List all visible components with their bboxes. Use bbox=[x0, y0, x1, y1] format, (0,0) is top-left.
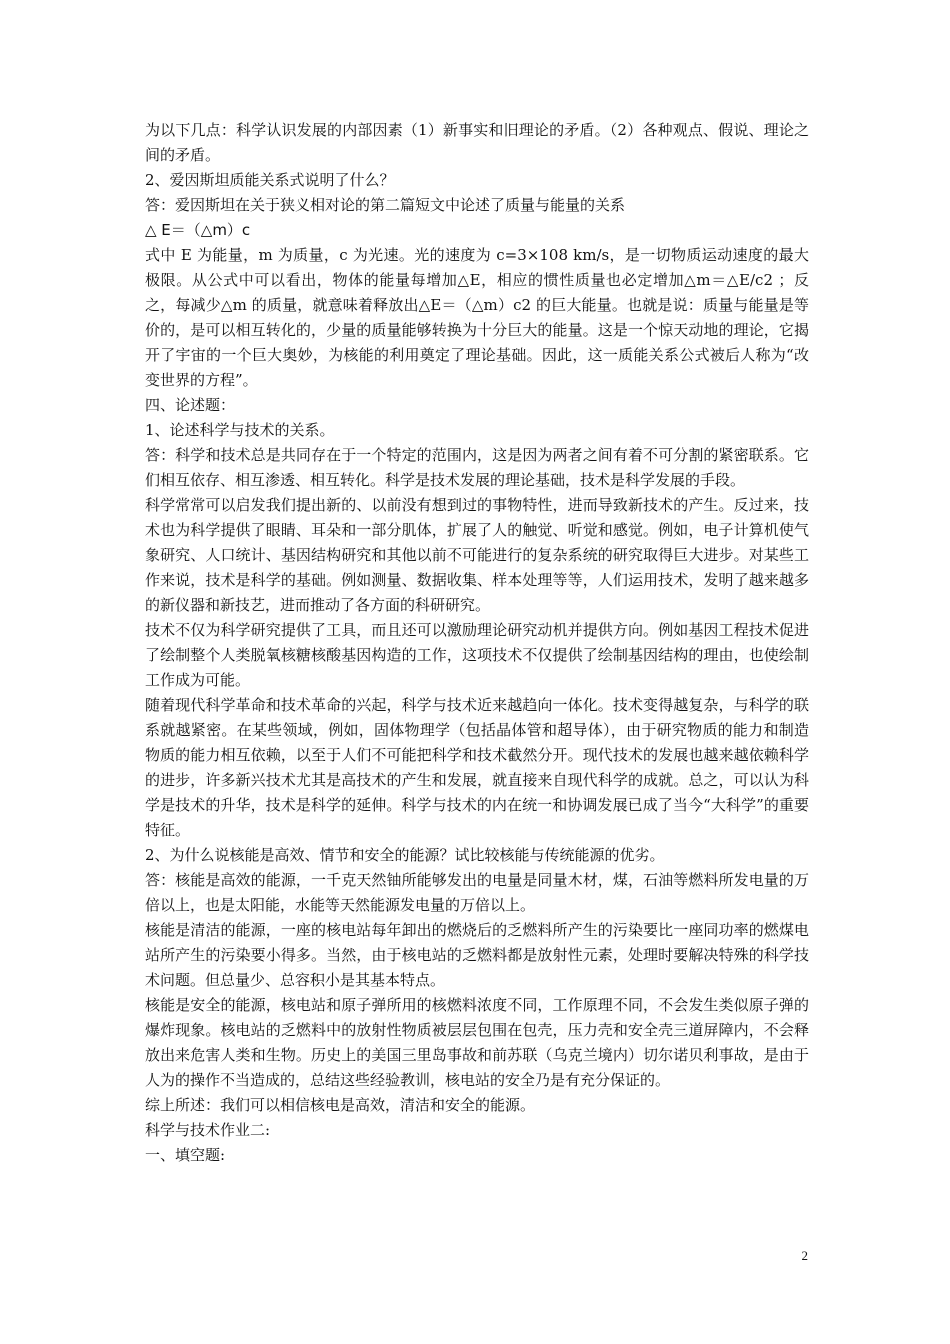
answer-nuclear-efficient: 答：核能是高效的能源，一千克天然铀所能够发出的电量是同量木材，煤，石油等燃料所发电量的万倍以上，也是太阳能，水能等天然能源发电量的万倍以上。 bbox=[145, 871, 809, 914]
paragraph-integration: 随着现代科学革命和技术革命的兴起，科学与技术近来越趋向一体化。技术变得越复杂，与科学的联系就越紧密。在某些领域，例如，固体物理学（包括晶体管和超导体），由于研究物质的能力和制造物质的能力相互依赖，以至于人们不可能把科学和技术截然分开。现代技术的发展也越来越依赖科学的进步，许多新兴技术尤其是高技术的产生和发展，就直接来自现代科学的成就。总之，可以认为科学是技术的升华，技术是科学的延伸。科学与技术的内在统一和协调发展已成了当今“大科学”的重要特征。 bbox=[145, 696, 809, 839]
heading-fill-in-blank: 一、填空题: bbox=[145, 1146, 226, 1164]
question-2-einstein: 2、爱因斯坦质能关系式说明了什么？ bbox=[145, 171, 395, 189]
paragraph-nuclear-clean: 核能是清洁的能源，一座的核电站每年卸出的燃烧后的乏燃料所产生的污染要比一座同功率的燃煤电站所产生的污染要小得多。当然，由于核电站的乏燃料都是放射性元素，处理时要解决特殊的科学技术问题。但总量少、总容积小是其基本特点。 bbox=[145, 921, 809, 989]
heading-assignment-two: 科学与技术作业二: bbox=[145, 1121, 271, 1139]
document-body bbox=[145, 118, 809, 1168]
answer-einstein-intro: 答：爱因斯坦在关于狭义相对论的第二篇短文中论述了质量与能量的关系 bbox=[145, 196, 626, 214]
formula-mass-energy: △ E＝（△m）c bbox=[145, 221, 251, 239]
answer-science-technology: 答：科学和技术总是共同存在于一个特定的范围内，这是因为两者之间有着不可分割的紧密联系。它们相互依存、相互渗透、相互转化。科学是技术发展的理论基础，技术是科学发展的手段。 bbox=[145, 446, 809, 489]
paragraph-nuclear-safe: 核能是安全的能源，核电站和原子弹所用的核燃料浓度不同，工作原理不同，不会发生类似原子弹的爆炸现象。核电站的乏燃料中的放射性物质被层层包围在包壳，压力壳和安全壳三道屏障内，不会释放出来危害人类和生物。历史上的美国三里岛事故和前苏联（乌克兰境内）切尔诺贝利事故，是由于人为的操作不当造成的，总结这些经验教训，核电站的安全乃是有充分保证的。 bbox=[145, 996, 809, 1089]
paragraph-formula-explanation: 式中 E 为能量，m 为质量，c 为光速。光的速度为 c=3×108 km/s，是一切物质运动速度的最大极限。从公式中可以看出，物体的能量每增加△E，相应的惯性质量也必定增加△m＝△E/c2 ；反之，每减少△m 的质量，就意味着释放出△E＝（△m）c2 的巨大能量。也就是说：质量与能量是等价的，是可以相互转化的，少量的质量能够转换为十分巨大的能量。这是一个惊天动地的理论，它揭开了宇宙的一个巨大奥妙，为核能的利用奠定了理论基础。因此，这一质能关系公式被后人称为“改变世界的方程”。 bbox=[145, 246, 809, 389]
paragraph-technology-tools: 技术不仅为科学研究提供了工具，而且还可以激励理论研究动机并提供方向。例如基因工程技术促进了绘制整个人类脱氧核糖核酸基因构造的工作，这项技术不仅提供了绘制基因结构的理由，也使绘制工作成为可能。 bbox=[145, 621, 809, 689]
page-number: 2 bbox=[801, 1248, 808, 1263]
paragraph-science-inspires: 科学常常可以启发我们提出新的、以前没有想到过的事物特性，进而导致新技术的产生。反过来，技术也为科学提供了眼睛、耳朵和一部分肌体，扩展了人的触觉、听觉和感觉。例如，电子计算机使气象研究、人口统计、基因结构研究和其他以前不可能进行的复杂系统的研究取得巨大进步。对某些工作来说，技术是科学的基础。例如测量、数据收集、样本处理等等，人们运用技术，发明了越来越多的新仪器和新技艺，进而推动了各方面的科研研究。 bbox=[145, 496, 809, 614]
section-heading-essay: 四、论述题： bbox=[145, 396, 236, 414]
question-2-nuclear: 2、为什么说核能是高效、情节和安全的能源？试比较核能与传统能源的优劣。 bbox=[145, 846, 665, 864]
paragraph-intro-contradictions: 为以下几点：科学认识发展的内部因素（1）新事实和旧理论的矛盾。（2）各种观点、假说、理论之间的矛盾。 bbox=[145, 121, 809, 164]
paragraph-summary: 综上所述：我们可以相信核电是高效，清洁和安全的能源。 bbox=[145, 1096, 536, 1114]
question-1-science-technology: 1、论述科学与技术的关系。 bbox=[145, 421, 335, 439]
